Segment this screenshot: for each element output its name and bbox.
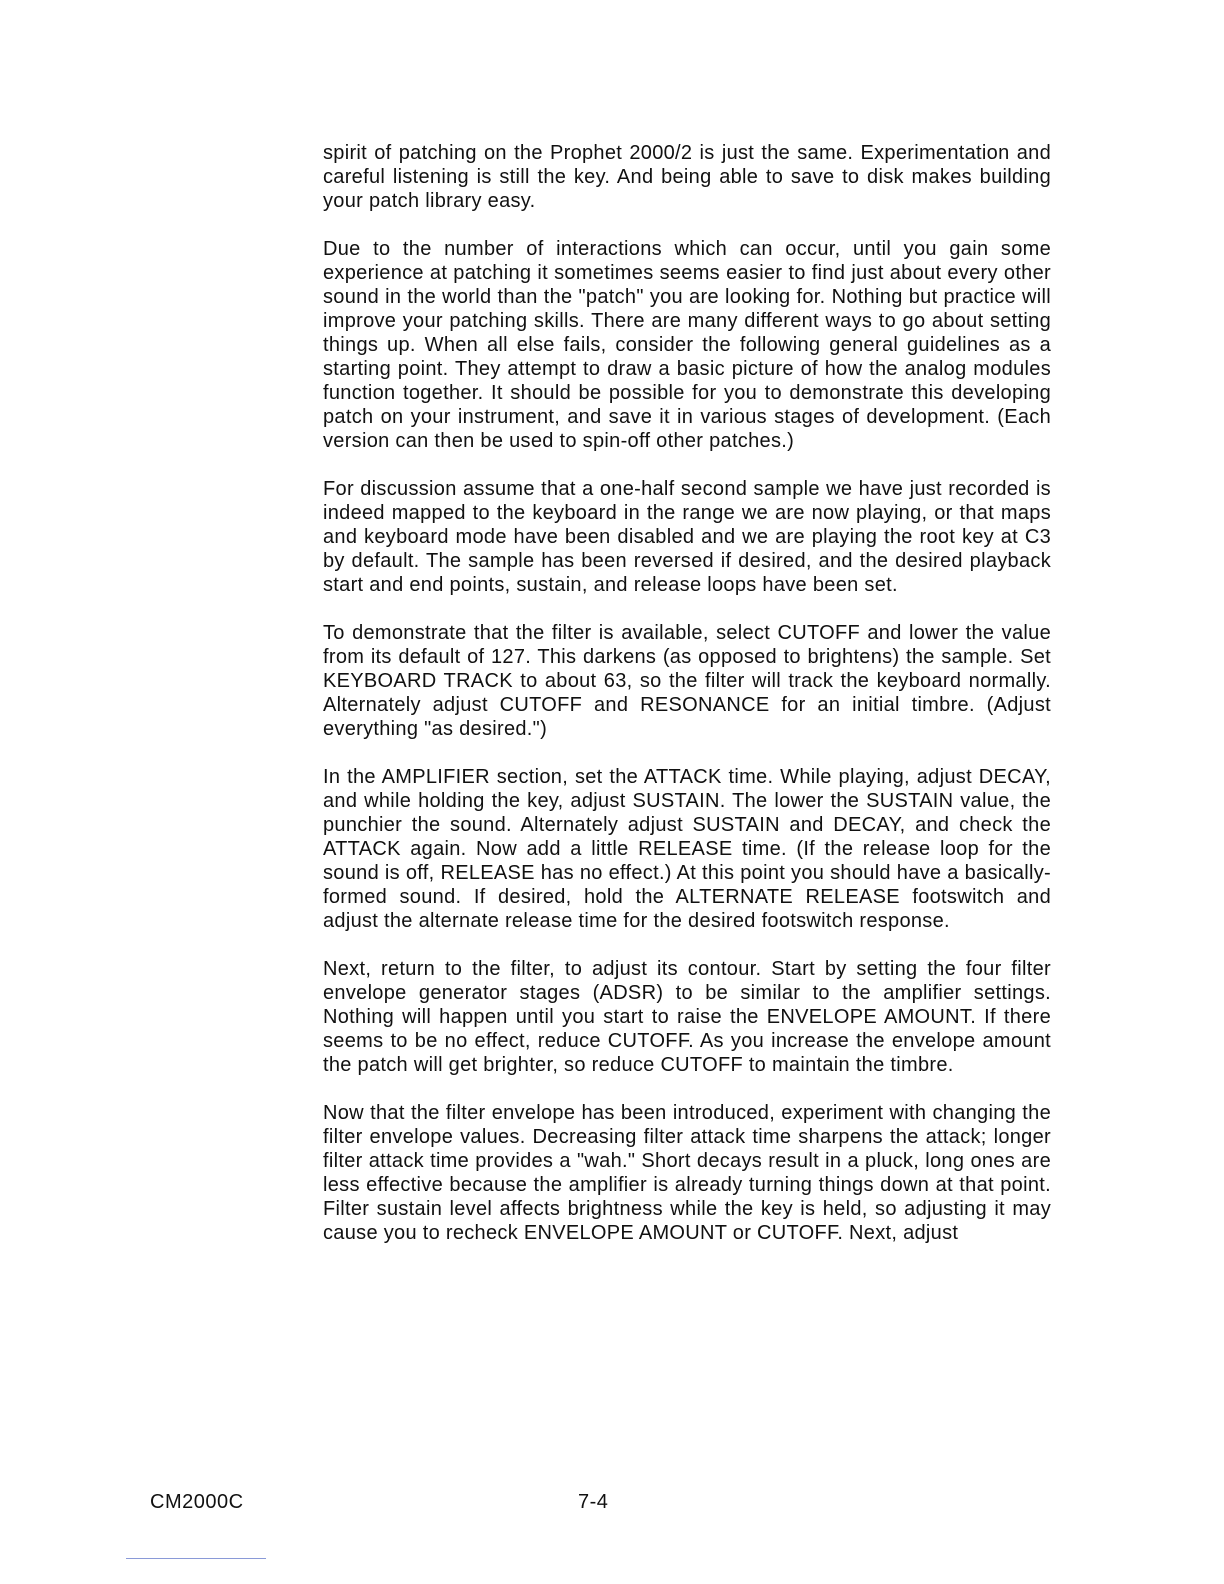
document-code: CM2000C xyxy=(150,1491,244,1513)
footer-divider xyxy=(126,1558,266,1559)
paragraph-discussion-assumption: For discussion assume that a one-half second sample we have just recorded is indeed mapped to the keyboard in the range we are now playing, or that maps and keyboard mode have been disabled and we are playing the root key at C3 by default. The sample has been reversed if desired, and the desired playback start and end points, sustain, and release loops have been set. xyxy=(323,478,1051,596)
paragraph-filter-contour: Next, return to the filter, to adjust its contour. Start by setting the four filter envelope generator stages (ADSR) to be similar to the amplifier settings. Nothing will happen until you start to raise the ENVELOPE AMOUNT. If there seems to be no effect, reduce CUTOFF. As you increase the envelope amount the patch will get brighter, so reduce CUTOFF to maintain the timbre. xyxy=(323,958,1051,1076)
paragraph-amplifier-section: In the AMPLIFIER section, set the ATTACK time. While playing, adjust DECAY, and while holding the key, adjust SUSTAIN. The lower the SUSTAIN value, the punchier the sound. Alternately adjust SUSTAIN and DECAY, and check the ATTACK again. Now add a little RELEASE time. (If the release loop for the sound is off, RELEASE has no effect.) At this point you should have a basically-formed sound. If desired, hold the ALTERNATE RELEASE footswitch and adjust the alternate release time for the desired footswitch response. xyxy=(323,766,1051,932)
body-text xyxy=(323,141,1051,1269)
paragraph-filter-demo: To demonstrate that the filter is available, select CUTOFF and lower the value from its default of 127. This darkens (as opposed to brightens) the sample. Set KEYBOARD TRACK to about 63, so the filter will track the keyboard normally. Alternately adjust CUTOFF and RESONANCE for an initial timbre. (Adjust everything "as desired.") xyxy=(323,622,1051,740)
paragraph-filter-envelope: Now that the filter envelope has been introduced, experiment with changing the filter envelope values. Decreasing filter attack time sharpens the attack; longer filter attack time provides a "wah." Short decays result in a pluck, long ones are less effective because the amplifier is already turning things down at that point. Filter sustain level affects brightness while the key is held, so adjusting it may cause you to recheck ENVELOPE AMOUNT or CUTOFF. Next, adjust xyxy=(323,1102,1051,1244)
page-number: 7-4 xyxy=(578,1491,609,1513)
paragraph-patching-spirit: spirit of patching on the Prophet 2000/2 is just the same. Experimentation and careful listening is still the key. And being able to save to disk makes building your patch library easy. xyxy=(323,142,1051,212)
paragraph-interactions: Due to the number of interactions which can occur, until you gain some experience at patching it sometimes seems easier to find just about every other sound in the world than the "patch" you are looking for. Nothing but practice will improve your patching skills. There are many different ways to go about setting things up. When all else fails, consider the following general guidelines as a starting point. They attempt to draw a basic picture of how the analog modules function together. It should be possible for you to demonstrate this developing patch on your instrument, and save it in various stages of development. (Each version can then be used to spin-off other patches.) xyxy=(323,238,1051,452)
